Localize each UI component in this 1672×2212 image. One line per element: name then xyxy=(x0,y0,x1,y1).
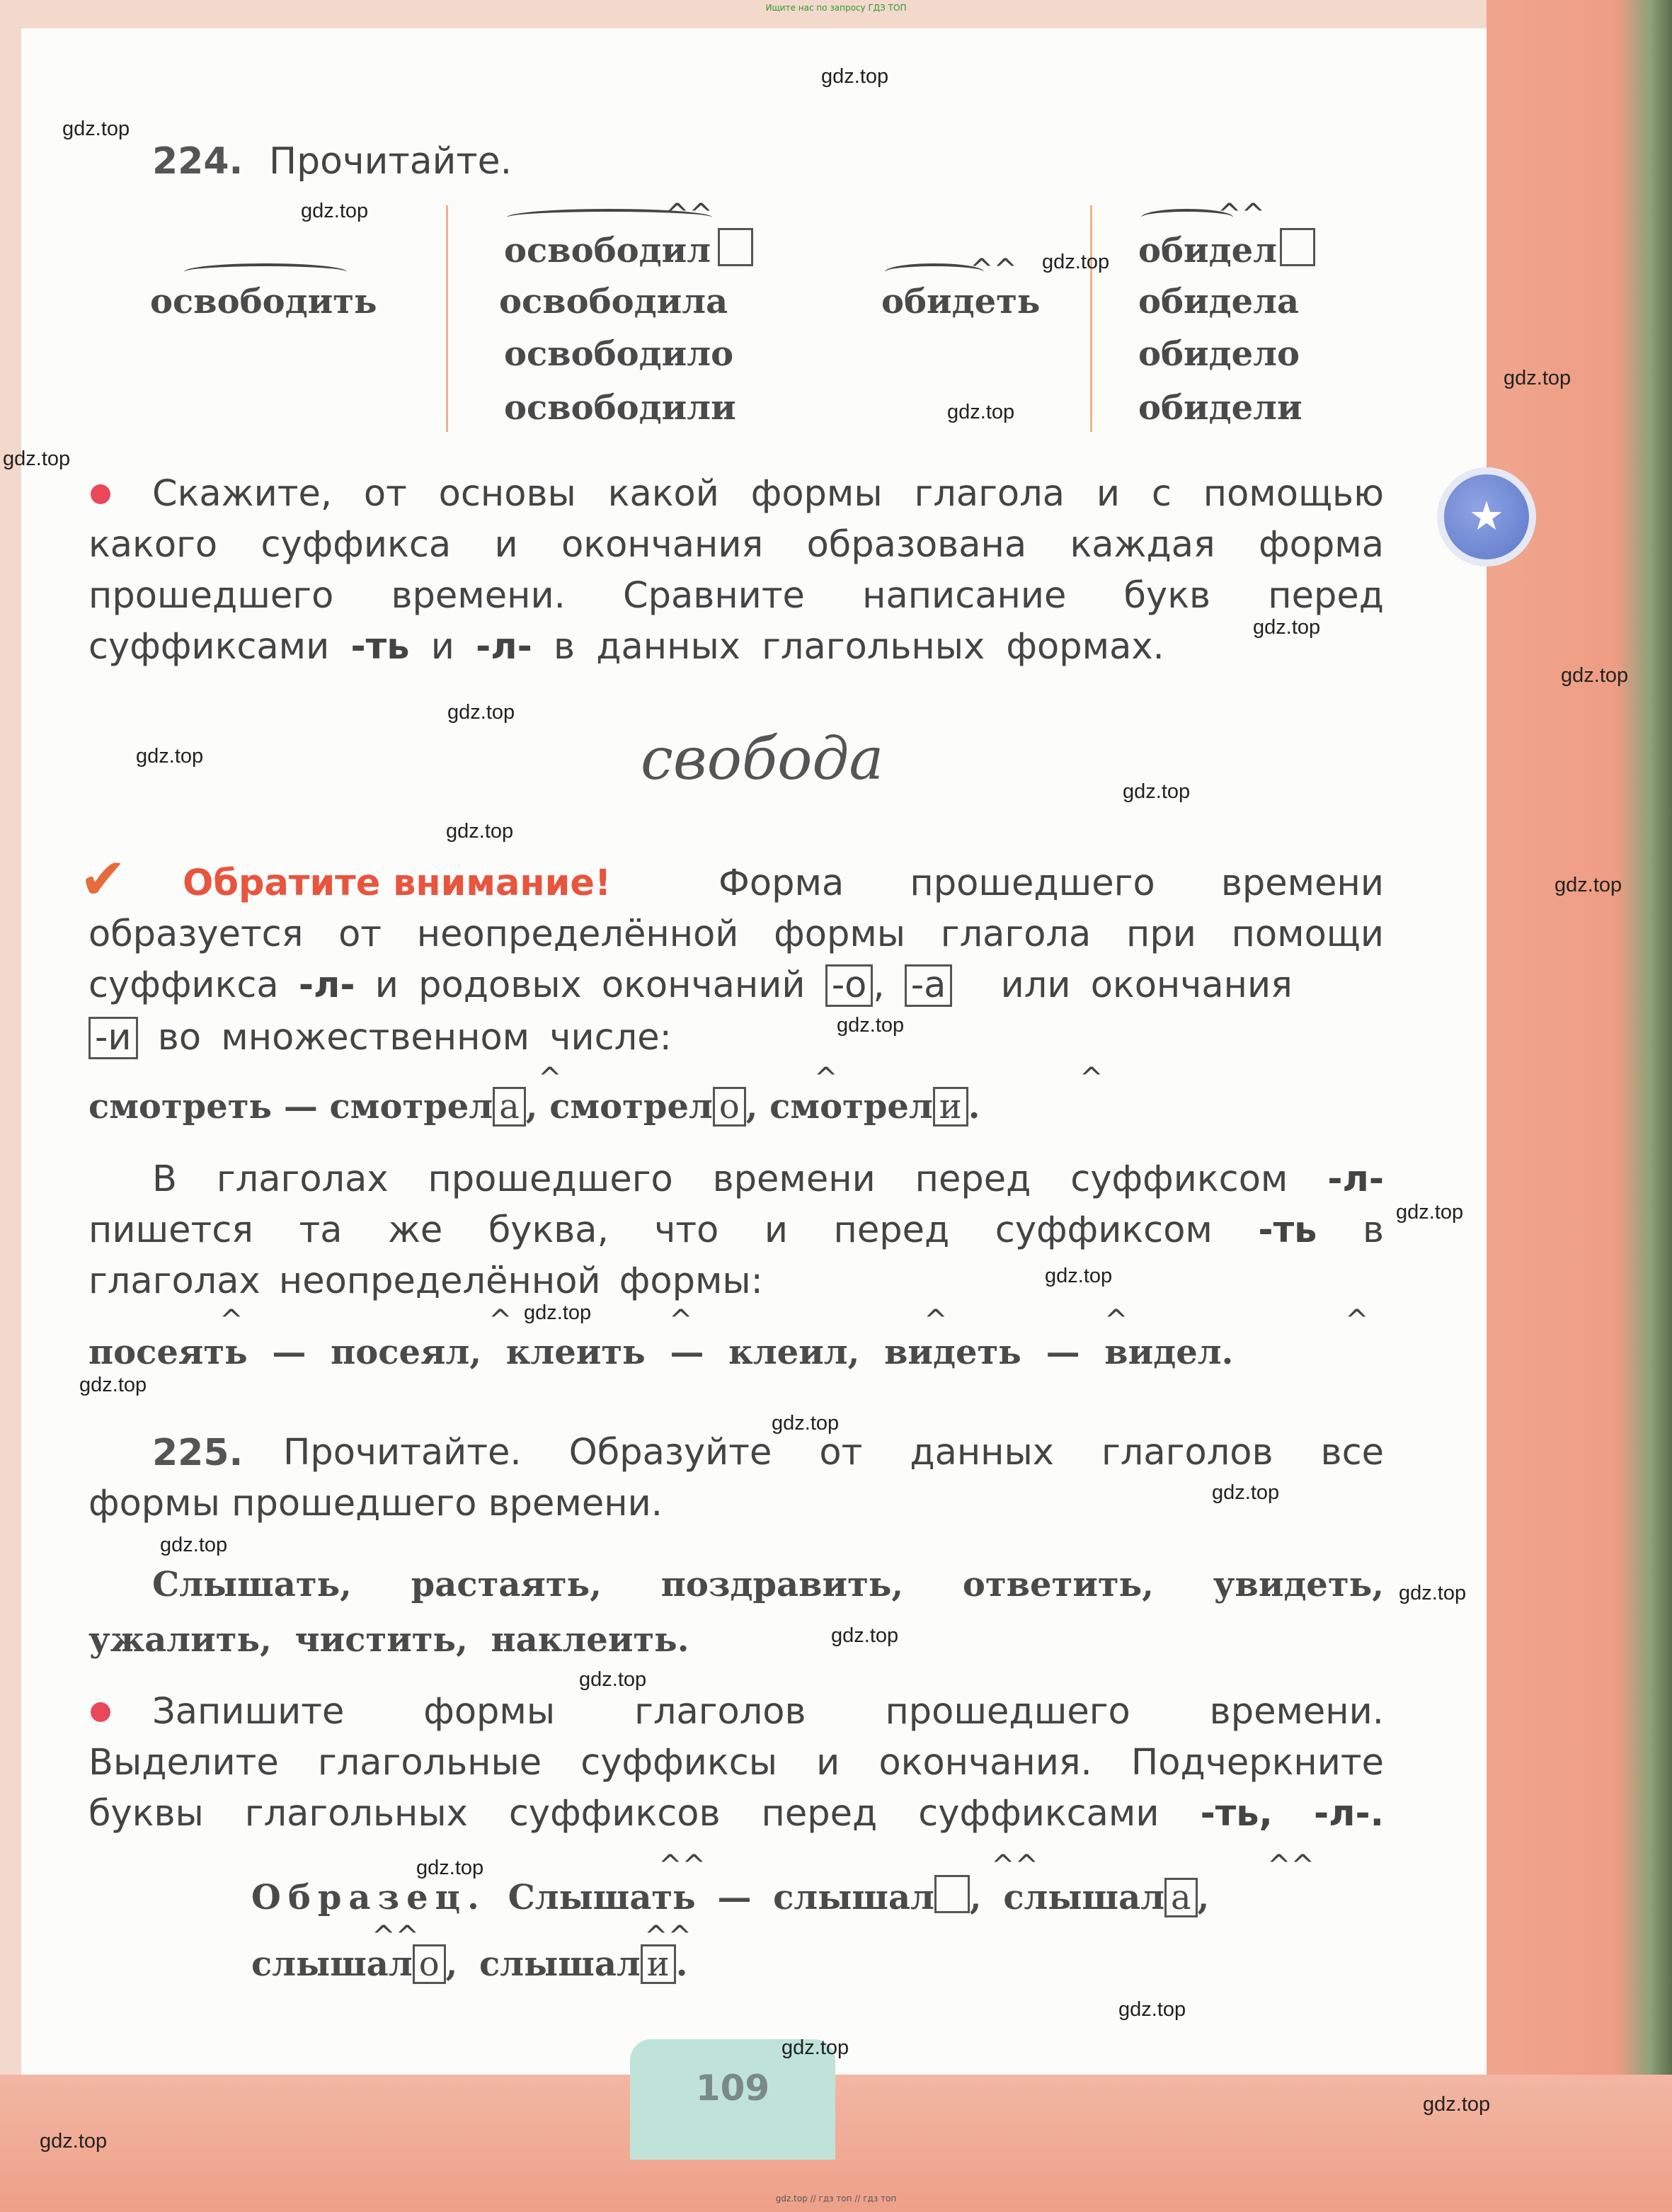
suffix-mark: ^^ xyxy=(644,1920,692,1953)
word-osvobodila: освободила xyxy=(499,282,728,321)
watermark: gdz.top xyxy=(1423,2093,1491,2116)
note-heading: Обратите внимание! xyxy=(183,862,612,904)
watermark: gdz.top xyxy=(1118,1998,1186,2021)
script-word: свобода xyxy=(641,726,884,793)
root-arc xyxy=(184,263,347,280)
note-line-4: -и во множественном числе: xyxy=(88,1017,672,1059)
exercise-224-title: Прочитайте. xyxy=(269,140,513,183)
bullet xyxy=(91,484,110,504)
suffix-mark: ^ xyxy=(219,1304,244,1337)
watermark: gdz.top xyxy=(40,2130,108,2153)
suffix-mark: ^^ xyxy=(665,198,714,231)
empty-ending-box xyxy=(934,1875,970,1913)
watermark: gdz.top xyxy=(447,701,515,724)
word-osvobodilo: освободило xyxy=(504,334,734,374)
watermark: gdz.top xyxy=(1123,780,1191,803)
watermark: gdz.top xyxy=(416,1857,484,1879)
ex225-words-line-1: Слышать, растаять, поздравить, ответить, увидеть, xyxy=(152,1565,1384,1604)
watermark: gdz.top xyxy=(1212,1481,1280,1504)
ex225-task-line-1: Запишите формы глаголов прошедшего времени. xyxy=(152,1691,1384,1733)
word-obidela: обидела xyxy=(1138,282,1300,321)
note-line-3: суффикса -л- и родовых окончаний -о , -а или окончания xyxy=(88,964,1293,1006)
watermark: gdz.top xyxy=(579,1668,647,1691)
watermark: gdz.top xyxy=(1396,1201,1464,1224)
note-p2-example: посеять — посеял, клеить — клеил, видеть — видел. xyxy=(88,1333,1234,1372)
suffix-mark: ^ xyxy=(669,1304,693,1337)
word-obidet: обидеть xyxy=(881,282,1041,321)
suffix-mark: ^ xyxy=(814,1062,838,1095)
bullet xyxy=(91,1702,110,1722)
suffix-mark: ^ xyxy=(488,1304,513,1337)
word-osvobodil: освободил xyxy=(504,228,753,270)
watermark: gdz.top xyxy=(446,820,514,843)
watermark: gdz.top xyxy=(781,2036,849,2059)
ex225-words-line-2: ужалить, чистить, наклеить. xyxy=(88,1620,689,1660)
watermark: gdz.top xyxy=(160,1534,228,1556)
watermark: gdz.top xyxy=(772,1412,840,1435)
word-osvobodit: освободить xyxy=(150,282,377,321)
exercise-224-number: 224. xyxy=(152,140,244,183)
watermark: gdz.top xyxy=(1399,1582,1467,1604)
word-obideli: обидели xyxy=(1138,388,1302,428)
suffix-mark: ^ xyxy=(1345,1304,1369,1337)
watermark: gdz.top xyxy=(1253,616,1321,639)
bottom-note: gdz.top // гдз топ // гдз топ xyxy=(775,2194,897,2204)
ex225-sample-line-2: слышал о , слышал и . xyxy=(251,1944,688,1984)
top-note: Ищите нас по запросу ГДЗ ТОП xyxy=(765,3,907,13)
book-edge xyxy=(1487,0,1672,2212)
watermark: gdz.top xyxy=(3,447,71,470)
note-line-1-rest: Форма прошедшего времени xyxy=(718,862,1384,904)
suffix-mark: ^ xyxy=(1080,1062,1104,1095)
page-number: 109 xyxy=(695,2068,770,2109)
note-line-1 xyxy=(183,862,611,904)
suffix-mark: ^^ xyxy=(991,1849,1039,1882)
watermark: gdz.top xyxy=(1042,251,1110,273)
stars-icon: ★ xyxy=(1437,467,1536,566)
suffix-mark: ^^ xyxy=(970,253,1018,286)
suffix-mark: ^^ xyxy=(1218,198,1266,231)
note-p2-line-2: пишется та же буква, что и перед суффиксом -ть в xyxy=(88,1209,1384,1251)
ex225-line-1: Прочитайте. Образуйте от данных глаголов все xyxy=(283,1432,1384,1473)
watermark: gdz.top xyxy=(1554,874,1622,896)
ex225-task-line-2: Выделите глагольные суффиксы и окончания. Подчеркните xyxy=(88,1742,1384,1784)
note-p2-line-1: В глаголах прошедшего времени перед суффиксом -л- xyxy=(152,1158,1384,1200)
watermark: gdz.top xyxy=(79,1374,147,1396)
word-obidel: обидел xyxy=(1138,228,1315,270)
root-arc xyxy=(885,263,984,280)
ex224-question-line-3: прошедшего времени. Сравните написание букв перед xyxy=(88,575,1384,617)
suffix-mark: ^ xyxy=(1104,1304,1128,1337)
ex225-sample-line-1: Образец. Слышать — слышал , слышал а , xyxy=(251,1875,1209,1917)
watermark: gdz.top xyxy=(1045,1265,1113,1287)
ex224-question-line-1: Скажите, от основы какой формы глагола и с помощью xyxy=(152,473,1384,515)
divider-line xyxy=(1090,205,1092,432)
book-bottom-edge xyxy=(0,2075,1672,2212)
suffix-mark: ^^ xyxy=(1267,1849,1315,1882)
watermark: gdz.top xyxy=(1504,367,1571,389)
note-p2-line-3: глаголах неопределённой формы: xyxy=(88,1260,763,1302)
word-obidelo: обидело xyxy=(1138,334,1300,374)
watermark: gdz.top xyxy=(524,1301,592,1324)
watermark: gdz.top xyxy=(301,200,369,222)
ex225-task-line-3: буквы глагольных суффиксов перед суффиксами -ть, -л-. xyxy=(88,1793,1385,1835)
checkmark-icon: ✔ xyxy=(79,846,127,912)
word-osvobodili: освободили xyxy=(504,388,736,428)
ex224-question-line-2: какого суффикса и окончания образована каждая форма xyxy=(88,524,1384,566)
note-example: смотреть — смотрел а , смотрел о , смотрел и . xyxy=(88,1087,980,1127)
watermark: gdz.top xyxy=(1561,664,1629,687)
empty-ending-box xyxy=(718,228,753,266)
watermark: gdz.top xyxy=(831,1624,899,1647)
watermark: gdz.top xyxy=(136,745,204,768)
suffix-mark: ^^ xyxy=(372,1920,420,1953)
suffix-mark: ^ xyxy=(538,1062,562,1095)
exercise-225-number: 225. xyxy=(152,1432,244,1474)
ex224-question-line-4: суффиксами -ть и -л- в данных глагольных формах. xyxy=(88,626,1164,668)
ex225-line-2: формы прошедшего времени. xyxy=(88,1483,663,1524)
watermark: gdz.top xyxy=(947,401,1015,423)
watermark: gdz.top xyxy=(821,65,889,88)
note-line-2: образуется от неопределённой формы глагола при помощи xyxy=(88,913,1384,955)
suffix-mark: ^^ xyxy=(658,1849,706,1882)
divider-line xyxy=(446,205,448,432)
empty-ending-box xyxy=(1280,228,1315,266)
suffix-mark: ^ xyxy=(924,1304,948,1337)
watermark: gdz.top xyxy=(62,118,130,140)
watermark: gdz.top xyxy=(837,1014,905,1037)
